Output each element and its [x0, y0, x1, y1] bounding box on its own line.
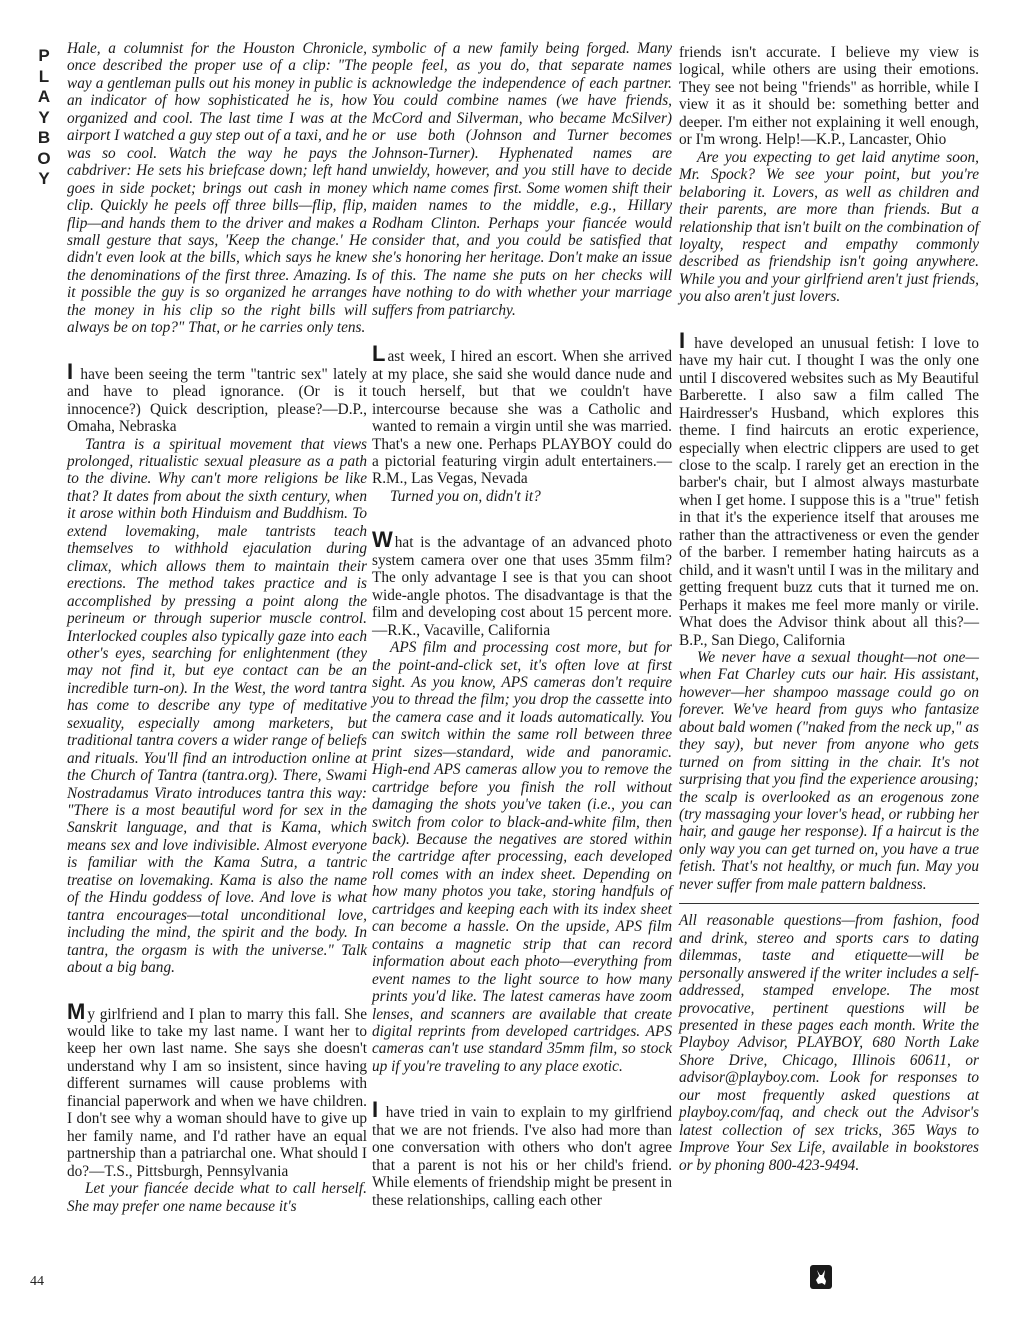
question-body: have tried in vain to explain to my girlfriend that we are not friends. I've also had more than one conversation with others who don't agree that a parent is not his or her child's friend. While elements of friendship might be present in these relationships, calling each other: [372, 1104, 672, 1209]
answer-text: Hale, a columnist for the Houston Chronicle, once described the proper use of a clip: "The way a gentleman pulls out his money in public is an indicator of how sophisticated he is, how organized and cool. The last time I was at the airport I watched a guy step out of a taxi, and he was so cool. Watch the way he pays the cabdriver: He sets his briefcase down; left hand goes in side pocket; brings out cash in money clip. Quickly he peels off three bills—flip, flip, flip—and hands them to the driver and makes a small gesture that says, 'Keep the change.' He didn't even look at the bills, which says he knew the denominations of the first three. Amazing. Is it possible the guy is so organized he arranges the money in his clip so the right bills will always be on top?" That, or he carries only tens.: [67, 40, 367, 337]
drop-cap: I: [679, 327, 686, 353]
column-3: [679, 40, 979, 1174]
drop-cap: I: [372, 1097, 379, 1123]
rabbit-head-logo: [810, 1265, 832, 1289]
drop-cap: M: [67, 998, 86, 1024]
answer-text: symbolic of a new family being forged. Many people feel, as you do, that separate names acknowledge the independence of each partner. You could combine names (we have friends, McCord and Silverman, who became McSilver) or use both (Johnson and Turner becomes Johnson-Turner). Hyphenated names are unwieldy, however, and you still have to decide which name comes first. Some women shift their maiden names to the middle, e.g., Hillary Rodham Clinton. Perhaps your fiancée would consider that, and you could be satisfied that she's honoring her heritage. Don't make an issue of this. The name she puts on her checks will have nothing to do with whether your marriage suffers from patriarchy.: [372, 40, 672, 319]
question-text: [372, 341, 672, 488]
question-text: [372, 527, 672, 639]
answer-text: Let your fiancée decide what to call herself. She may prefer one name because it's: [67, 1180, 367, 1215]
question-body: have been seeing the term "tantric sex" lately and have to plead ignorance. (Or is it innocence?) Quick description, please?—D.P., Omaha, Nebraska: [67, 365, 367, 436]
answer-text: APS film and processing cost more, but for the point-and-click set, it's often love at first sight. As you know, APS cameras don't require you to thread the film; you drop the cassette into the camera case and it loads automatically. You can switch within the same roll between three print sizes—standard, wide and panoramic. High-end APS cameras allow you to remove the cartridge before you finish the roll without damaging the shots you've taken (i.e., you can switch from color to black-and-white film, then back). Because the negatives are stored within the cartridge after processing, each developed roll comes with an index sheet. Depending on how many photos you take, storing handfuls of cartridges and keeping each with its index sheet can become a hassle. On the upside, APS film contains a magnetic strip that can record information about each photo—everything from event names to the light source to how many prints you'd like. The latest cameras have zoom lenses, and scanners are available that create digital reprints from developed cartridges. APS cameras can't use standard 35mm film, so stock up if you're traveling to any place exotic.: [372, 639, 672, 1075]
sidebar-letter: O: [37, 148, 53, 168]
question-text: [67, 998, 367, 1181]
question-body: ast week, I hired an escort. When she arrived at my place, she said she would dance nude and touch herself, but that we couldn't have intercourse because she was a Catholic and wanted to remain a virgin until she was married. That's a new one. Perhaps PLAYBOY could do a pictorial featuring virgin adult entertainers.—R.M., Las Vegas, Nevada: [372, 348, 672, 488]
sidebar-letter: L: [38, 66, 52, 86]
sidebar-letter: B: [37, 128, 53, 147]
sidebar-letter: P: [38, 46, 52, 65]
question-body: y girlfriend and I plan to marry this fall. She would like to take my last name. I want her to keep her own last name. She says she doesn't understand why I am so insistent, since having different surnames will cause problems with financial paperwork and when we have children. I don't see why a woman should have to give up her family name, and I'd rather have an equal partnership than a patriarchal one. What should I do?—T.S., Pittsburgh, Pennsylvania: [67, 1005, 367, 1180]
sidebar-letter: Y: [38, 107, 52, 127]
sidebar-letter: A: [37, 87, 53, 106]
answer-text: Turned you on, didn't it?: [390, 487, 541, 505]
answer-text: We never have a sexual thought—not one—when Fat Charley cuts our hair. His assistant, however—her shampoo massage could go on forever. We've heard from guys who fantasize about bald women ("naked from the neck up," as they say), but never from anyone who gets turned on from sitting in the chair. It's not surprising that you find the experience arousing; the scalp is overlooked as an erogenous zone (try massaging your lover's head, or rubbing her hair, and gauge her response). If a haircut is the only way you can get turned on, you have a true fetish. That's not healthy, or much fun. May you never suffer from male pattern baldness.: [679, 648, 979, 893]
question-body: hat is the advantage of an advanced photo system camera over one that uses 35mm film? The only advantage I see is that you can shoot wide-angle photos. The disadvantage is that the film and developing cost about 15 percent more.—R.K., Vacaville, California: [372, 534, 672, 639]
question-text: friends isn't accurate. I believe my view is logical, while others are using their emotions. They see not being "friends" as horrible, while I view it as it should be: something better and deeper. I'm either not explaining it well enough, or I'm wrong. Help!—K.P., Lancaster, Ohio: [679, 44, 979, 149]
drop-cap: L: [372, 341, 386, 367]
sidebar-letter: Y: [38, 169, 52, 188]
drop-cap: I: [67, 358, 74, 384]
answer-text: Tantra is a spiritual movement that views prolonged, ritualistic sexual pleasure as a path to the divine. Why can't more religions be like that? It dates from about the sixth century, when it arose within both Hinduism and Buddhism. To extend lovemaking, male tantrists teach themselves to withhold ejaculation during climax, which allows them to maintain their erections. The method takes practice and is accomplished by pressing a point along the perineum or through superior muscle control. Interlocked couples also typically gaze into each other's eyes, searching for enlightenment (they may not find it, but eye contact can be an incredible turn-on). In the West, the word tantra has come to describe any type of meditative sexuality, especially among marketers, but traditional tantra covers a wider range of beliefs and rituals. You'll find an introduction online at the Church of Tantra (tantra.org). There, Swami Nostradamus Virato introduces tantra this way: "There is a most beautiful word for sex in the Sanskrit language, and that is Kama, which means sex and love indivisible. Almost everyone is familiar with the Kama Sutra, a tantric treatise on lovemaking. Kama is also the name of the Hindu goddess of love. And love is what tantra encourages—total unconditional love, including the mind, the spirit and the body. In tantra, the orgasm is with the universe." Talk about a big bang.: [67, 435, 367, 977]
advisor-footer-note: All reasonable questions—from fashion, food and drink, stereo and sports cars to dating dilemmas, taste and etiquette—will be personally answered if the writer includes a self-addressed, stamped envelope. The most provocative, pertinent questions will be presented in these pages each month. Write the Playboy Advisor, PLAYBOY, 680 North Lake Shore Drive, Chicago, Illinois 60611, or advisor@playboy.com. Look for responses to our most frequently asked questions at playboy.com/faq, and check out the Advisor's latest collection of sex tricks, 365 Ways to Improve Your Sex Life, available in bookstores or by phoning 800-423-9494.: [679, 912, 979, 1174]
magazine-sidebar-title: [34, 46, 56, 190]
page-number: 44: [30, 1274, 44, 1289]
question-text: [372, 1097, 672, 1209]
footer-divider: [679, 903, 979, 904]
question-text: [679, 327, 979, 649]
column-2: [372, 40, 672, 1209]
column-1: [67, 40, 367, 1215]
drop-cap: W: [372, 527, 393, 553]
question-text: [67, 358, 367, 436]
answer-text: Are you expecting to get laid anytime soon, Mr. Spock? We see your point, but you're belaboring it. Lovers, as well as children and their parents, are more than friends. But a relationship that isn't built on the combination of loyalty, respect and empathy commonly described as friendship isn't going anywhere. While you and your girlfriend aren't just friends, you also aren't just lovers.: [679, 148, 979, 306]
question-body: have developed an unusual fetish: I love to have my hair cut. I thought I was the only one until I discovered websites such as My Beautiful Barberette. I also saw a film called The Hairdresser's Husband, which explores this theme. I find haircuts an erotic experience, especially when electric clippers are used to get close to the scalp. I rarely get an erection in the barber's chair, but I almost always masturbate when I get home. I suppose this is a "true" fetish in that it's the experience itself that arouses me rather than the attractiveness or even the gender of the barber. I remember hating haircuts as a child, and it wasn't until I was in the military and getting frequent buzz cuts that it turned me on. Perhaps it makes me feel more manly or virile. What does the Advisor think about all this?—B.P., San Diego, California: [679, 334, 979, 649]
